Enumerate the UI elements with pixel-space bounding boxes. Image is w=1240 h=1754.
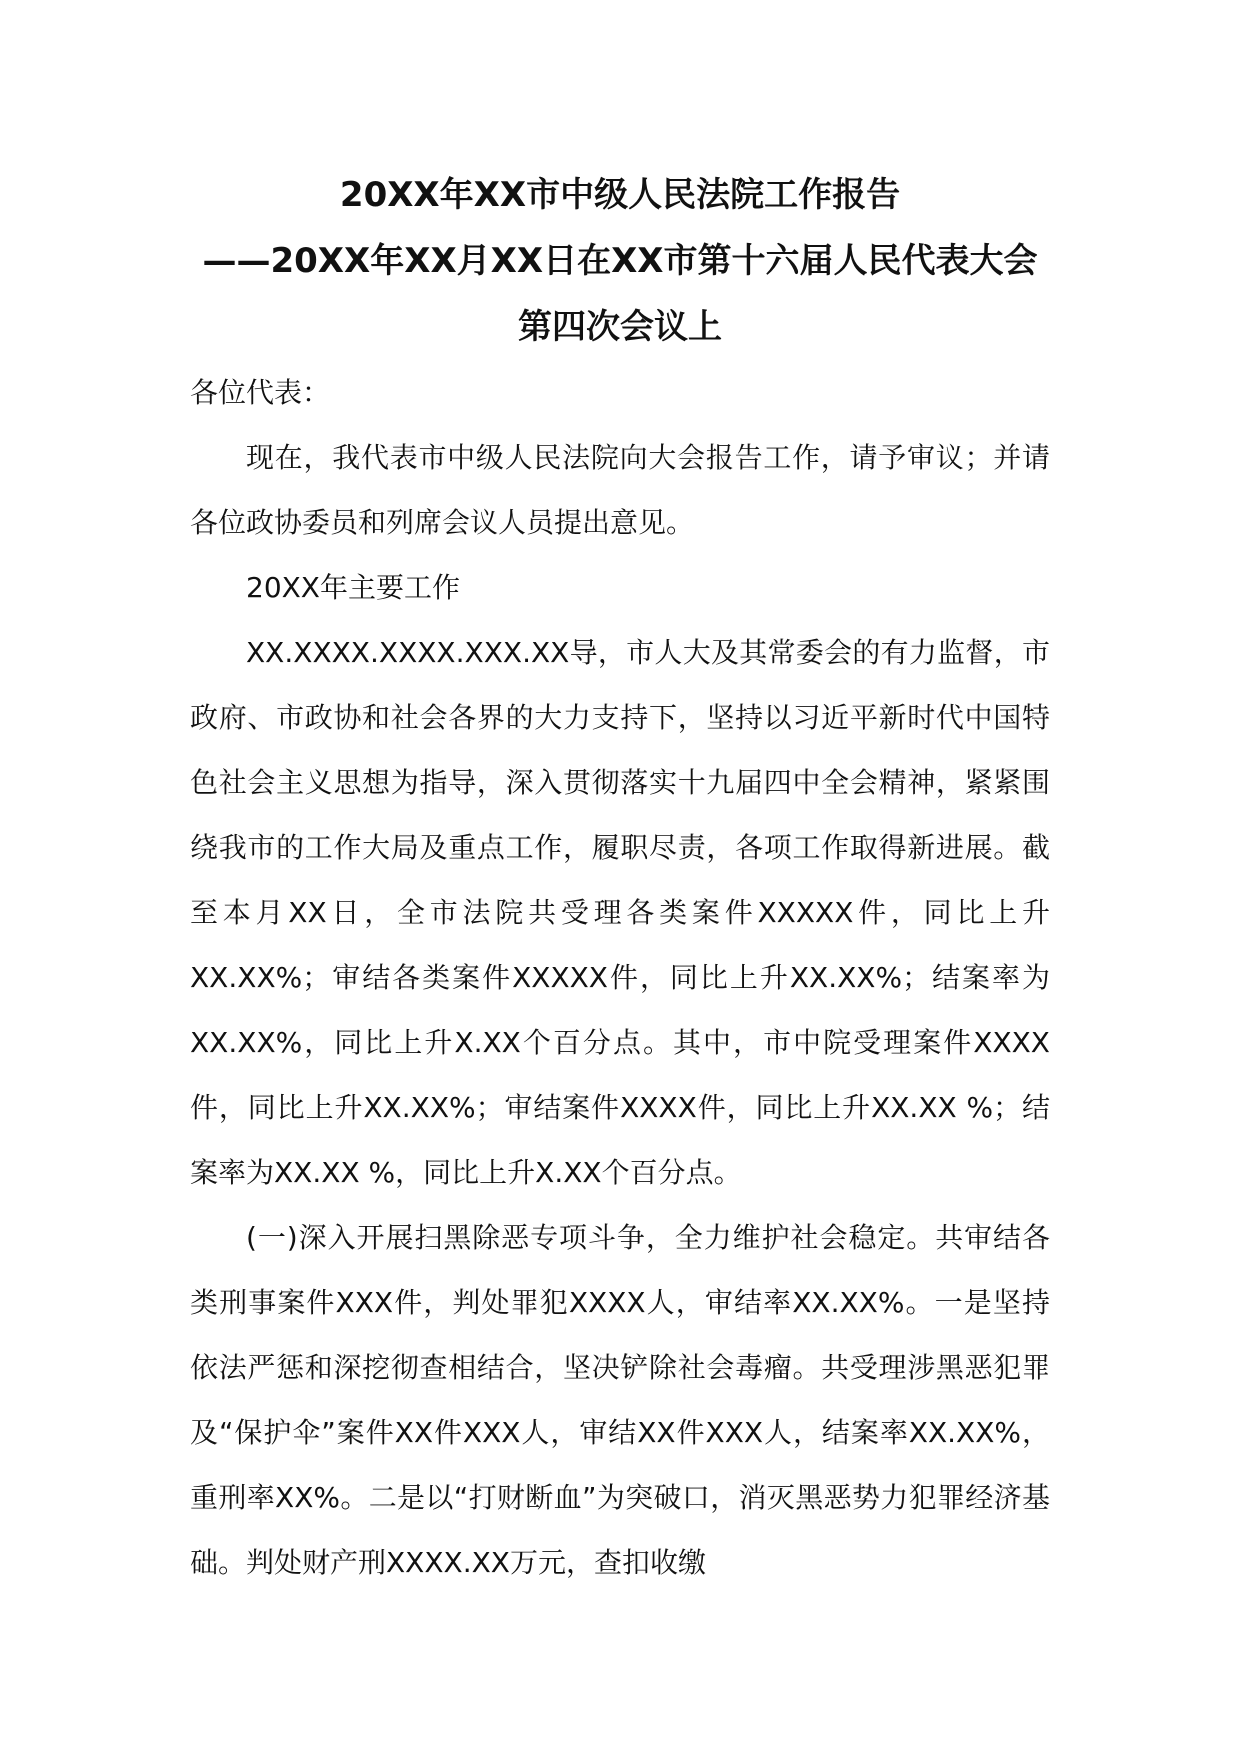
document-page (190, 0, 1050, 1595)
report-title: 20XX年XX市中级人民法院工作报告 (339, 175, 901, 215)
opening-paragraph: 现在，我代表市中级人民法院向大会报告工作，请予审议；并请各位政协委员和列席会议人员提出意见。 (190, 441, 1050, 539)
summary-paragraph: XX.XXXX.XXXX.XXX.XX导，市人大及其常委会的有力监督，市政府、市政协和社会各界的大力支持下，坚持以习近平新时代中国特色社会主义思想为指导，深入贯彻落实十九届四中全会精神，紧紧围绕我市的工作大局及重点工作，履职尽责，各项工作取得新进展。截至本月XX日，全市法院共受理各类案件XXXXX件，同比上升XX.XX%；审结各类案件XXXXX件，同比上升XX.XX%；结案率为XX.XX%，同比上升X.XX个百分点。其中，市中院受理案件XXXX件，同比上升XX.XX%；审结案件XXXX件，同比上升XX.XX %；结案率为XX.XX %，同比上升X.XX个百分点。 (190, 636, 1050, 1189)
section-one-paragraph: (一)深入开展扫黑除恶专项斗争，全力维护社会稳定。共审结各类刑事案件XXX件，判处罪犯XXXX人，审结率XX.XX%。一是坚持依法严惩和深挖彻查相结合，坚决铲除社会毒瘤。共受理涉黑恶犯罪及“保护伞”案件XX件XXX人，审结XX件XXX人，结案率XX.XX%，重刑率XX%。二是以“打财断血”为突破口，消灭黑恶势力犯罪经济基础。判处财产刑XXXX.XX万元，查扣收缴 (190, 1221, 1050, 1579)
report-subtitle-line2: 第四次会议上 (518, 307, 722, 347)
greeting: 各位代表： (190, 376, 331, 409)
section-heading: 20XX年主要工作 (246, 571, 460, 604)
report-subtitle-line1: ——20XX年XX月XX日在XX市第十六届人民代表大会 (202, 241, 1038, 281)
